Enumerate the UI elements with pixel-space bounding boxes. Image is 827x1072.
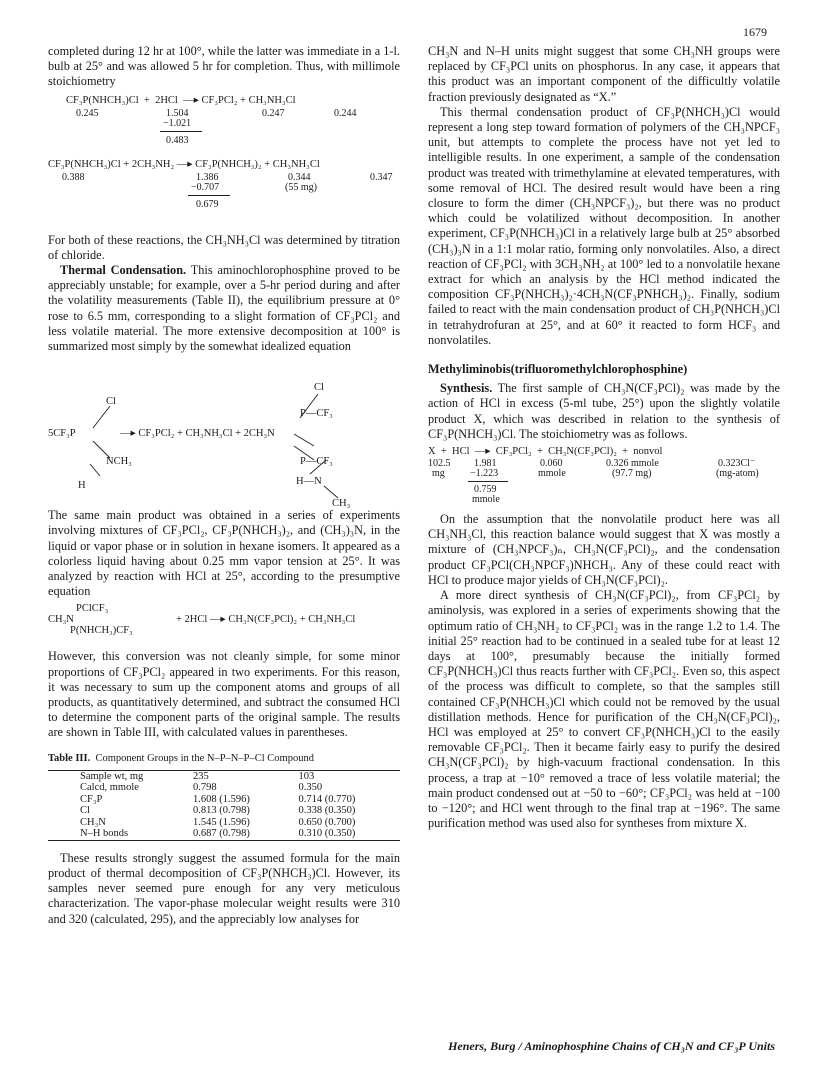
row-label: Cl [80, 805, 90, 817]
paragraph: Thermal Condensation. This aminochlorophosphine proved to be appreciably unstable; for example, over a 5-hr period during and after the volatility measurements (Table II), the equilibrium pressure at 0° rose to 6.5 mm, corresponding to a slight formation of CF₃PCl₂ and less volatile material. The more extensive decomposition at 100° is summarized most simply by the somewhat idealized equation [48, 263, 400, 354]
eq-value: 0.759 [474, 484, 497, 496]
paragraph: This thermal condensation product of CF₃P(NHCH₃)Cl would represent a long step toward formation of polymers of the CH₃NPCF₃ unit, but attempts to complete the process have not yet led to intelligible results. In one experiment, a sample of the condensation product was treated with trimethylamine at elevated temperatures, with some removal of HCl. The desired result would have been a ring closure to form the dimer (CH₃NPCF₃)₂, but there was no product which could be volatilized without decomposition. In another experiment, CF₃P(NHCH₃)Cl in a relatively large bulb at 25° absorbed (CH₃)₃N in a 1:1 molar ratio, forming only nonvolatiles. Also, a direct reaction of CF₃PCl₂ with 3CH₃NH₂ at 100° led to a nonvolatile hexane extract for which an analysis by the HCl method indicated the composition CF₃P(NHCH₃)₂·4CH₃N(CF₃PNHCH₃)₂. Finally, sodium failed to react with the main condensation product of CH₃P(NHCH₃)Cl in tetrahydrofuran at 25°, and at 60° it reacted to form HCF₃ and nonvolatiles. [428, 104, 780, 347]
eq-value: 0.245 [76, 107, 99, 119]
table-cell: 0.650 (0.700) [298, 816, 356, 828]
paragraph: A more direct synthesis of CH₃N(CF₃PCl)₂, from CF₃PCl₂ by aminolysis, was explored in a series of experiments showing that the optimum ratio of CH₃NH₂ to CF₃PCl₂ was in the range 1.2 to 1.4. The initial 25° reaction had to be continued in a sealed tube for at least 12 days at 100°, presumably because the initially formed CF₃P(NHCH₃)Cl thus reacts further with CF₃PCl₂. Even so, this aspect of the process was difficult to complete, so that the samples still contained CF₃P(NHCH₃)Cl which could not be removed by the usual distillation methods. Hence for purification of the CH₃N(CF₃PCl)₂, HCl was employed at 25° to convert CF₃P(NHCH₃)Cl to the easily removable CF₃PCl₂. Then it became fairly easy to purify the desired CH₃N(CF₃PCl)₂ by high-vacuum fractional condensation. In this process, a trap at −10° removed a trace of less volatile material; the main product condensed out at −50 to −60°; CF₃PCl₂ was held at −100 to −120°; and HCl went through to the final trap at −196°. The same purification method was used also for syntheses from mixture X. [428, 588, 780, 831]
right-column [428, 44, 780, 831]
table-row [48, 828, 400, 840]
table-cell: 0.338 (0.350) [298, 805, 356, 817]
eq-value: (55 mg) [285, 181, 317, 193]
eq-value: 1.504 [166, 107, 189, 119]
eq-value: mmole [472, 494, 500, 506]
table-cell: 103 [298, 770, 315, 782]
table-cell: 1.608 (1.596) [193, 793, 250, 805]
eq-value: 0.347 [370, 171, 393, 183]
eq-value: −1.223 [470, 468, 499, 480]
table-cell: 0.687 (0.798) [193, 828, 250, 840]
atom-label: NCH₃ [106, 456, 132, 468]
eq-value: 0.326 mmole [606, 458, 659, 470]
eq-value: mg [432, 468, 445, 480]
table-row [48, 817, 400, 829]
table-cell: 1.545 (1.596) [193, 816, 250, 828]
sum-rule [188, 195, 230, 196]
row-label: N–H bonds [80, 828, 129, 840]
atom-label: H [78, 480, 86, 492]
paragraph: For both of these reactions, the CH₃NH₃Cl was determined by titration of chloride. [48, 232, 400, 262]
table-row [48, 770, 400, 782]
eq-value: (97.7 mg) [612, 468, 652, 480]
page-number: 1679 [743, 25, 767, 39]
structure-equation [48, 356, 400, 510]
run-in-heading: Thermal Condensation. [60, 263, 187, 278]
paragraph: These results strongly suggest the assumed formula for the main product of thermal decomposition of CF₃P(NHCH₃)Cl. However, its samples never seemed pure enough for any very meticulous characterization. The vapor-phase molecular weight results were 310 and 320 (calculated, 295), and the appreciably low analyses for [48, 850, 400, 926]
table-row [48, 805, 400, 817]
paragraph: CH₃N and N–H units might suggest that some CH₃NH groups were replaced by CF₃PCl units on phosphorus. In any case, it appears that this product was an important component of the difficultly volatile fraction previously designated as “X.” [428, 44, 780, 104]
eq-value: 0.483 [166, 134, 189, 146]
eq-value: 0.247 [262, 107, 285, 119]
eq-term: CH₃N [48, 614, 74, 626]
eq-value: (mg-atom) [716, 468, 759, 480]
eq-value: −0.707 [191, 181, 220, 193]
run-in-heading: Synthesis. [440, 381, 493, 396]
table-cell: 235 [193, 770, 209, 782]
eq-value: mmole [538, 468, 566, 480]
eq-term: P(NHCH₃)CF₃ [70, 625, 133, 637]
eq-value: −1.021 [163, 117, 192, 129]
eq-value: 0.344 [288, 171, 311, 183]
row-label: CF₃P [80, 793, 103, 805]
atom-label: H—N [296, 476, 322, 488]
equation-line: CF₃P(NHCH₃)Cl + 2CH₃NH₂ —▸ CF₃P(NHCH₃)₂ + CH₃NH₃Cl [48, 158, 320, 170]
table-caption: Table III. Component Groups in the N–P–N–P–Cl Compound [48, 752, 314, 764]
table-row [48, 782, 400, 794]
table-row [48, 794, 400, 806]
equation-1 [48, 95, 400, 153]
atom-label: CH₃ [332, 498, 351, 510]
row-label: CH₃N [80, 816, 106, 828]
sum-rule [468, 481, 508, 482]
eq-value: 0.244 [334, 107, 357, 119]
table-cell: 0.813 (0.798) [193, 805, 250, 817]
eq-value: 0.679 [196, 198, 219, 210]
table-cell: 0.798 [193, 782, 217, 794]
row-label: Sample wt, mg [80, 770, 144, 782]
atom-label: 5CF₃P [48, 428, 76, 440]
eq-value: 0.388 [62, 171, 85, 183]
eq-value: 0.323Cl⁻ [718, 458, 756, 470]
paragraph: Synthesis. The first sample of CH₃N(CF₃PCl)₂ was made by the action of HCl in excess (5-ml tube, 25°) upon the slightly volatile product X, which was described in relation to the synthesis of CF₃P(NHCH₃)Cl. The stoichiometry was as follows. [428, 381, 780, 441]
row-label: Calcd, mmole [80, 782, 139, 794]
table-cell: 0.350 [298, 782, 323, 794]
equation-2 [48, 159, 400, 227]
atom-label: P—CF₃ [300, 408, 333, 420]
paragraph: On the assumption that the nonvolatile product here was all CH₃NH₃Cl, this reaction balance would suggest that X was mostly a mixture of (CH₃NPCF₃)ₙ, CH₃N(CF₃PCl)₂, and the condensation product CF₃PCl(CH₃NPCF₃)NHCH₃. Any of these could react with HCl to produce major yields of CH₃N(CF₃PCl)₂. [428, 512, 780, 587]
paragraph: completed during 12 hr at 100°, while the latter was immediate in a 1-l. bulb at 25° and was allowed 5 hr for completion. Thus, with millimole stoichiometry [48, 44, 400, 89]
sum-rule [160, 131, 202, 132]
paragraph: The same main product was obtained in a series of experiments involving mixtures of CF₃PCl₂, CF₃P(NHCH₃)₂, and (CH₃)₃N, in the liquid or vapor phase or in solution in hexane isomers. It appeared as a colorless liquid having about 0.25 mm vapor tension at 25°. It was analyzed by reaction with HCl at 25°, according to the presumptive equation [48, 508, 400, 599]
section-heading: Methyliminobis(trifluoromethylchlorophosphine) [428, 362, 688, 377]
table-cell: 0.310 (0.350) [298, 828, 356, 840]
equation-line: X + HCl —▸ CF₃PCl₂ + CH₃N(CF₃PCl)₂ + nonvol [428, 446, 663, 458]
product-line: —▸ CF₃PCl₂ + CH₃NH₃Cl + 2CH₃N [120, 428, 275, 440]
atom-label: Cl [314, 382, 324, 394]
eq-value: 1.981 [474, 458, 497, 470]
eq-value: 0.060 [540, 458, 563, 470]
table-iii [48, 751, 400, 841]
atom-label: P—CF₃ [300, 456, 333, 468]
data-table [48, 770, 400, 841]
paragraph: However, this conversion was not cleanly simple, for some minor proportions of CF₃PCl₂ appeared in two experiments. For this reason, it was necessary to sum up the component atoms and groups of all products, as quantitatively determined, and subtract the consumed HCl to determine the component parts of the original sample. The results are shown in Table III, with calculated values in parentheses. [48, 649, 400, 740]
eq-value: 102.5 [428, 458, 451, 470]
equation-3 [48, 603, 400, 643]
equation-line: CF₃P(NHCH₃)Cl + 2HCl —▸ CF₃PCl₂ + CH₃NH₃Cl [66, 94, 296, 106]
left-column [48, 44, 400, 927]
eq-term: PClCF₃ [76, 603, 109, 615]
table-cell: 0.714 (0.770) [298, 793, 356, 805]
eq-value: 1.386 [196, 171, 219, 183]
atom-label: Cl [106, 396, 116, 408]
eq-term: + 2HCl —▸ CH₃N(CF₃PCl)₂ + CH₃NH₃Cl [176, 614, 356, 626]
equation-4 [428, 446, 780, 506]
running-footer: Heners, Burg / Aminophosphine Chains of CH₃N and CF₃P Units [448, 1039, 775, 1053]
